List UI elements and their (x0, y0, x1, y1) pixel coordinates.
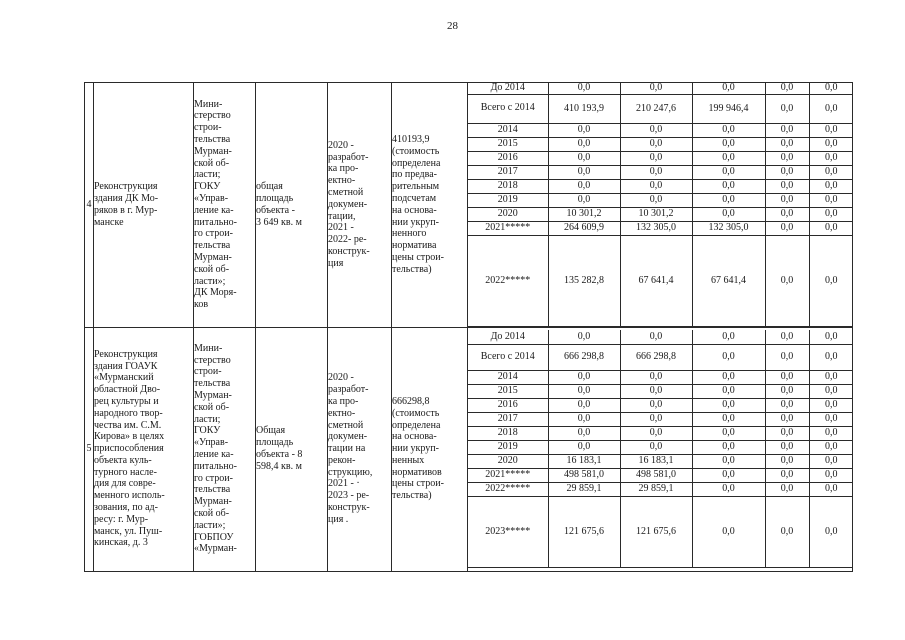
year-row (468, 165, 853, 179)
year-cell: 2018 (468, 426, 548, 440)
regional-budget-cell: 0,0 (620, 330, 692, 344)
local-budget-cell: 0,0 (765, 193, 809, 207)
year-row (468, 235, 853, 326)
other-sources-cell: 0,0 (809, 344, 853, 370)
other-sources-cell: 0,0 (809, 137, 853, 151)
regional-budget-cell: 10 301,2 (620, 207, 692, 221)
total-cell: 0,0 (548, 398, 620, 412)
capacity-cell: Общая площадь объекта - 8 598,4 кв. м (256, 327, 328, 571)
federal-budget-cell: 0,0 (692, 482, 765, 496)
regional-budget-cell: 132 305,0 (620, 221, 692, 235)
local-budget-cell: 0,0 (765, 440, 809, 454)
regional-budget-cell: 0,0 (620, 193, 692, 207)
federal-budget-cell: 0,0 (692, 179, 765, 193)
year-cell: 2019 (468, 193, 548, 207)
federal-budget-cell: 0,0 (692, 83, 765, 94)
local-budget-cell: 0,0 (765, 384, 809, 398)
local-budget-cell: 0,0 (765, 344, 809, 370)
federal-budget-cell: 0,0 (692, 137, 765, 151)
year-row (468, 94, 853, 123)
other-sources-cell: 0,0 (809, 468, 853, 482)
year-cell: 2017 (468, 412, 548, 426)
year-cell: 2014 (468, 370, 548, 384)
other-sources-cell: 0,0 (809, 398, 853, 412)
year-cell: 2019 (468, 440, 548, 454)
federal-budget-cell: 199 946,4 (692, 94, 765, 123)
year-row (468, 384, 853, 398)
local-budget-cell: 0,0 (765, 412, 809, 426)
year-cell: Всего с 2014 (468, 344, 548, 370)
local-budget-cell: 0,0 (765, 398, 809, 412)
local-budget-cell: 0,0 (765, 426, 809, 440)
year-row (468, 179, 853, 193)
federal-budget-cell: 0,0 (692, 426, 765, 440)
federal-budget-cell: 0,0 (692, 496, 765, 567)
yearly-funding-table (468, 330, 853, 568)
federal-budget-cell: 0,0 (692, 370, 765, 384)
local-budget-cell: 0,0 (765, 137, 809, 151)
year-cell: 2022***** (468, 482, 548, 496)
other-sources-cell: 0,0 (809, 165, 853, 179)
total-cell: 29 859,1 (548, 482, 620, 496)
regional-budget-cell: 0,0 (620, 370, 692, 384)
regional-budget-cell: 210 247,6 (620, 94, 692, 123)
regional-budget-cell: 0,0 (620, 83, 692, 94)
yearly-funding-table (468, 83, 853, 327)
total-cell: 410 193,9 (548, 94, 620, 123)
other-sources-cell: 0,0 (809, 179, 853, 193)
total-cell: 0,0 (548, 384, 620, 398)
table-row-4 (85, 83, 853, 328)
regional-budget-cell: 67 641,4 (620, 235, 692, 326)
local-budget-cell: 0,0 (765, 482, 809, 496)
federal-budget-cell: 0,0 (692, 165, 765, 179)
yearly-rows (468, 330, 853, 567)
federal-budget-cell: 0,0 (692, 123, 765, 137)
year-row (468, 426, 853, 440)
total-cell: 10 301,2 (548, 207, 620, 221)
federal-budget-cell: 0,0 (692, 384, 765, 398)
federal-budget-cell: 0,0 (692, 398, 765, 412)
other-sources-cell: 0,0 (809, 83, 853, 94)
yearly-rows (468, 83, 853, 326)
federal-budget-cell: 67 641,4 (692, 235, 765, 326)
other-sources-cell: 0,0 (809, 454, 853, 468)
year-row (468, 83, 853, 94)
federal-budget-cell: 132 305,0 (692, 221, 765, 235)
yearly-funding-cell (468, 327, 853, 571)
page-number: 28 (447, 20, 458, 32)
year-cell: 2021***** (468, 468, 548, 482)
other-sources-cell: 0,0 (809, 384, 853, 398)
local-budget-cell: 0,0 (765, 123, 809, 137)
year-cell: 2018 (468, 179, 548, 193)
federal-budget-cell: 0,0 (692, 468, 765, 482)
other-sources-cell: 0,0 (809, 207, 853, 221)
total-cell: 135 282,8 (548, 235, 620, 326)
total-cell: 0,0 (548, 83, 620, 94)
local-budget-cell: 0,0 (765, 454, 809, 468)
regional-budget-cell: 29 859,1 (620, 482, 692, 496)
cost-cell: 666298,8 (стоимость определена на основа- нии укруп- ненных нормативов цены строи- тельства) (392, 327, 468, 571)
year-row (468, 207, 853, 221)
local-budget-cell: 0,0 (765, 207, 809, 221)
other-sources-cell: 0,0 (809, 440, 853, 454)
capacity-cell: общая площадь объекта - 3 649 кв. м (256, 83, 328, 328)
total-cell: 0,0 (548, 179, 620, 193)
other-sources-cell: 0,0 (809, 151, 853, 165)
federal-budget-cell: 0,0 (692, 440, 765, 454)
regional-budget-cell: 0,0 (620, 440, 692, 454)
total-cell: 0,0 (548, 137, 620, 151)
federal-budget-cell: 0,0 (692, 193, 765, 207)
year-row (468, 398, 853, 412)
customer-cell: Мини- стерство строи- тельства Мурман- ской об- ласти; ГОКУ «Управ- ление ка- питально- го строи- тельства Мурман- ской об- ласти»; ДК Моря- ков (194, 83, 256, 328)
local-budget-cell: 0,0 (765, 94, 809, 123)
year-cell: 2021***** (468, 221, 548, 235)
regional-budget-cell: 0,0 (620, 123, 692, 137)
regional-budget-cell: 0,0 (620, 412, 692, 426)
local-budget-cell: 0,0 (765, 83, 809, 94)
other-sources-cell: 0,0 (809, 426, 853, 440)
year-cell: 2014 (468, 123, 548, 137)
local-budget-cell: 0,0 (765, 370, 809, 384)
year-cell: 2015 (468, 137, 548, 151)
total-cell: 121 675,6 (548, 496, 620, 567)
regional-budget-cell: 0,0 (620, 384, 692, 398)
year-cell: 2016 (468, 398, 548, 412)
year-row (468, 412, 853, 426)
year-cell: 2023***** (468, 496, 548, 567)
row-number: 5 (85, 327, 94, 571)
federal-budget-cell: 0,0 (692, 344, 765, 370)
local-budget-cell: 0,0 (765, 235, 809, 326)
total-cell: 0,0 (548, 123, 620, 137)
local-budget-cell: 0,0 (765, 330, 809, 344)
other-sources-cell: 0,0 (809, 330, 853, 344)
regional-budget-cell: 0,0 (620, 179, 692, 193)
total-cell: 0,0 (548, 440, 620, 454)
year-cell: 2016 (468, 151, 548, 165)
other-sources-cell: 0,0 (809, 412, 853, 426)
yearly-funding-cell (468, 83, 853, 328)
total-cell: 666 298,8 (548, 344, 620, 370)
other-sources-cell: 0,0 (809, 221, 853, 235)
local-budget-cell: 0,0 (765, 165, 809, 179)
program-table-page (84, 82, 852, 572)
terms-cell: 2020 - разработ- ка про- ектно- сметной докумен- тации на рекон- струкцию, 2021 - · 2023 - ре- конструк- ция . (328, 327, 392, 571)
year-cell: 2015 (468, 384, 548, 398)
regional-budget-cell: 0,0 (620, 426, 692, 440)
year-cell: 2017 (468, 165, 548, 179)
year-cell: До 2014 (468, 83, 548, 94)
federal-budget-cell: 0,0 (692, 330, 765, 344)
year-row (468, 370, 853, 384)
regional-budget-cell: 16 183,1 (620, 454, 692, 468)
total-cell: 264 609,9 (548, 221, 620, 235)
regional-budget-cell: 0,0 (620, 165, 692, 179)
local-budget-cell: 0,0 (765, 496, 809, 567)
year-row (468, 330, 853, 344)
federal-budget-cell: 0,0 (692, 151, 765, 165)
year-row (468, 344, 853, 370)
year-row (468, 193, 853, 207)
year-cell: До 2014 (468, 330, 548, 344)
local-budget-cell: 0,0 (765, 151, 809, 165)
federal-budget-cell: 0,0 (692, 207, 765, 221)
year-row (468, 482, 853, 496)
total-cell: 0,0 (548, 426, 620, 440)
year-row (468, 221, 853, 235)
program-table (84, 82, 853, 572)
year-row (468, 468, 853, 482)
regional-budget-cell: 0,0 (620, 398, 692, 412)
total-cell: 0,0 (548, 193, 620, 207)
other-sources-cell: 0,0 (809, 94, 853, 123)
object-name-cell: Реконструкция здания ГОАУК «Мурманский областной Дво- рец культуры и народного твор- чества им. С.М. Кирова» в целях приспособления объекта куль- турного насле- дия для совре- менного исполь- зования, по ад- ресу: г. Мур- манск, ул. Пуш- кинская, д. 3 (94, 327, 194, 571)
year-row (468, 137, 853, 151)
year-cell: 2020 (468, 454, 548, 468)
year-row (468, 454, 853, 468)
other-sources-cell: 0,0 (809, 482, 853, 496)
other-sources-cell: 0,0 (809, 193, 853, 207)
customer-cell: Мини- стерство строи- тельства Мурман- ской об- ласти; ГОКУ «Управ- ление ка- питально- го строи- тельства Мурман- ской об- ласти»; ГОБПОУ «Мурман- (194, 327, 256, 571)
other-sources-cell: 0,0 (809, 235, 853, 326)
total-cell: 0,0 (548, 330, 620, 344)
year-cell: Всего с 2014 (468, 94, 548, 123)
total-cell: 0,0 (548, 370, 620, 384)
total-cell: 0,0 (548, 165, 620, 179)
regional-budget-cell: 498 581,0 (620, 468, 692, 482)
terms-cell: 2020 - разработ- ка про- ектно- сметной докумен- тации, 2021 - 2022- ре- конструк- ция (328, 83, 392, 328)
other-sources-cell: 0,0 (809, 370, 853, 384)
year-row (468, 151, 853, 165)
cost-cell: 410193,9 (стоимость определена по предва- рительным подсчетам на основа- нии укруп- ненного норматива цены строи- тельства) (392, 83, 468, 328)
regional-budget-cell: 0,0 (620, 137, 692, 151)
other-sources-cell: 0,0 (809, 496, 853, 567)
local-budget-cell: 0,0 (765, 179, 809, 193)
local-budget-cell: 0,0 (765, 468, 809, 482)
total-cell: 498 581,0 (548, 468, 620, 482)
regional-budget-cell: 0,0 (620, 151, 692, 165)
other-sources-cell: 0,0 (809, 123, 853, 137)
regional-budget-cell: 121 675,6 (620, 496, 692, 567)
table-row-5 (85, 327, 853, 571)
row-number: 4 (85, 83, 94, 328)
year-row (468, 123, 853, 137)
year-row (468, 440, 853, 454)
object-name-cell: Реконструкция здания ДК Мо- ряков в г. Мур- манске (94, 83, 194, 328)
regional-budget-cell: 666 298,8 (620, 344, 692, 370)
total-cell: 0,0 (548, 151, 620, 165)
year-cell: 2022***** (468, 235, 548, 326)
local-budget-cell: 0,0 (765, 221, 809, 235)
year-row (468, 496, 853, 567)
total-cell: 0,0 (548, 412, 620, 426)
federal-budget-cell: 0,0 (692, 454, 765, 468)
total-cell: 16 183,1 (548, 454, 620, 468)
federal-budget-cell: 0,0 (692, 412, 765, 426)
year-cell: 2020 (468, 207, 548, 221)
